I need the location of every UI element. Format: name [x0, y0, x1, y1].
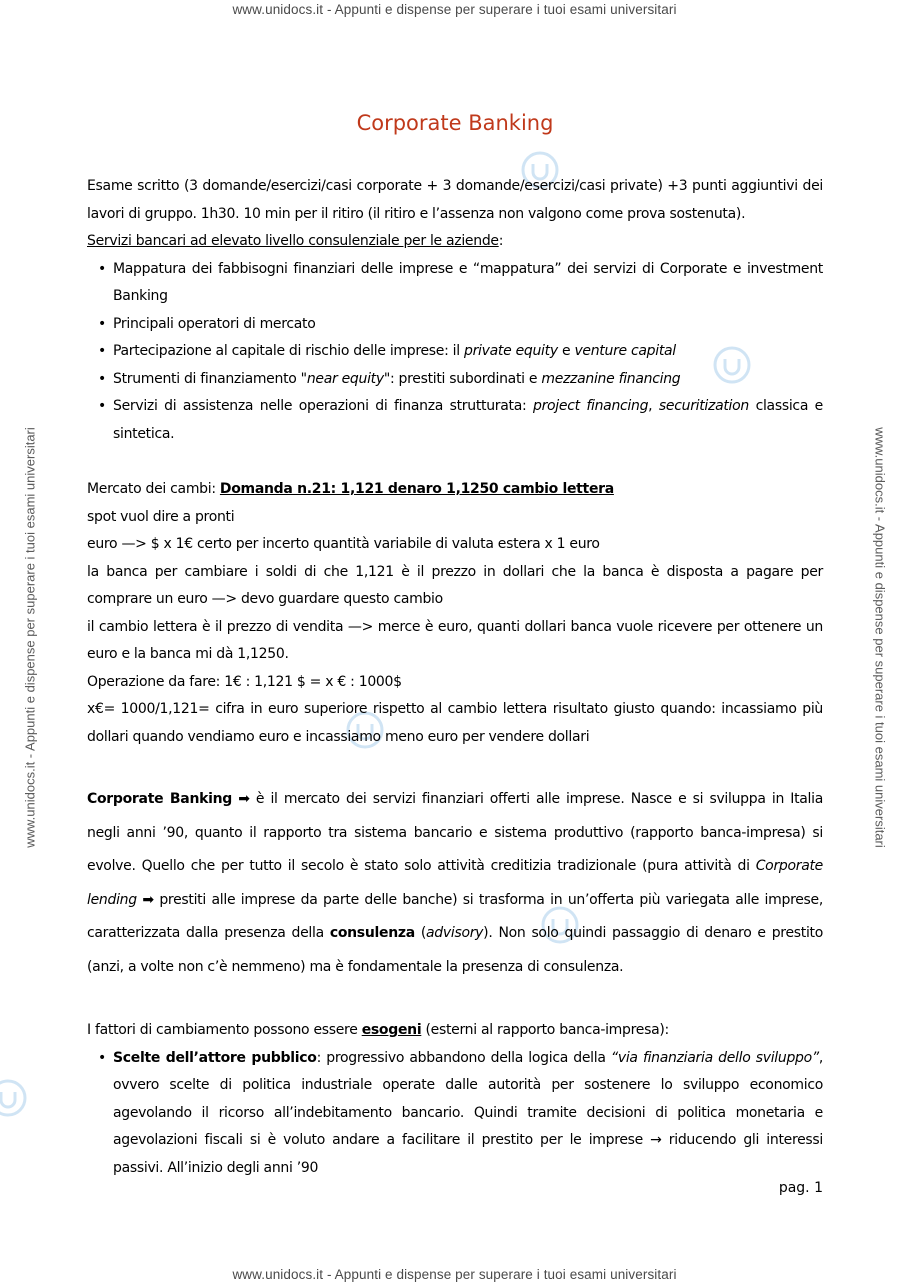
list-item: • Mappatura dei fabbisogni finanziari delle imprese e “mappatura” dei servizi di Corporate e investment Banking [87, 256, 823, 311]
list-item: • Principali operatori di mercato [87, 311, 823, 339]
fx-line: il cambio lettera è il prezzo di vendita —> merce è euro, quanti dollari banca vuole ricevere per ottenere un euro e la banca mi dà 1,1250. [87, 618, 823, 662]
fx-market-line: Mercato dei cambi: Domanda n.21: 1,121 denaro 1,1250 cambio lettera [87, 481, 614, 497]
document-body [87, 108, 823, 1182]
watermark-banner-top: www.unidocs.it - Appunti e dispense per superare i tuoi esami universitari [232, 2, 677, 17]
fx-line: la banca per cambiare i soldi di che 1,121 è il prezzo in dollari che la banca è disposta a pagare per comprare un euro —> devo guardare questo cambio [87, 563, 823, 607]
fx-line: euro —> $ x 1€ certo per incerto quantità variabile di valuta estera x 1 euro [87, 536, 600, 552]
watermark-banner-bottom: www.unidocs.it - Appunti e dispense per superare i tuoi esami universitari [232, 1267, 677, 1282]
exam-intro: Esame scritto (3 domande/esercizi/casi corporate + 3 domande/esercizi/casi private) +3 punti aggiuntivi dei lavori di gruppo. 1h30. 10 min per il ritiro (il ritiro e l’assenza non valgono come prova sostenuta). [87, 178, 823, 222]
watermark-side-left: www.unidocs.it - Appunti e dispense per superare i tuoi esami universitari [22, 427, 38, 848]
list-item: • Partecipazione al capitale di rischio delle imprese: il private equity e venture capital [87, 338, 823, 366]
watermark-side-right: www.unidocs.it - Appunti e dispense per superare i tuoi esami universitari [872, 427, 888, 848]
list-item: • Scelte dell’attore pubblico: progressivo abbandono della logica della “via finanziaria dello sviluppo”, ovvero scelte di politica industriale operate dalle autorità per sostenere lo sviluppo economico agevolando il ricorso all’indebitamento bancario. Quindi tramite decisioni di politica monetaria e agevolazioni fiscali si è voluto andare a facilitare il prestito per le imprese → riducendo gli interessi passivi. All’inizio degli anni ’90 [87, 1045, 823, 1183]
list-item: • Servizi di assistenza nelle operazioni di finanza strutturata: project financing, securitization classica e sintetica. [87, 393, 823, 448]
unidocs-logo-icon [0, 1078, 28, 1118]
services-list [87, 256, 823, 449]
page-number: pag. 1 [778, 1180, 823, 1196]
page-title: Corporate Banking [356, 111, 554, 135]
corporate-banking-paragraph: Corporate Banking ➡ è il mercato dei servizi finanziari offerti alle imprese. Nasce e si sviluppa in Italia negli anni ’90, quanto il rapporto tra sistema bancario e sistema produttivo (rapporto banca-impresa) si evolve. Quello che per tutto il secolo è stato solo attività creditizia tradizionale (pura attività di Corporate lending ➡ prestiti alle imprese da parte delle banche) si trasforma in un’offerta più variegata alle imprese, caratterizzata dalla presenza della consulenza (advisory). Non solo quindi passaggio di denaro e prestito (anzi, a volte non c’è nemmeno) ma è fondamentale la presenza di consulenza. [87, 791, 824, 975]
services-heading-line: Servizi bancari ad elevato livello consulenziale per le aziende: [87, 233, 504, 249]
services-heading: Servizi bancari ad elevato livello consulenziale per le aziende [87, 233, 499, 249]
fx-line: spot vuol dire a pronti [87, 508, 235, 525]
factors-list [87, 1045, 823, 1183]
list-item: • Strumenti di finanziamento "near equity": prestiti subordinati e mezzanine financing [87, 366, 823, 394]
fx-question: Domanda n.21: 1,121 denaro 1,1250 cambio lettera [219, 481, 614, 497]
factors-intro: I fattori di cambiamento possono essere esogeni (esterni al rapporto banca-impresa): [87, 1022, 669, 1038]
fx-line: x€= 1000/1,121= cifra in euro superiore rispetto al cambio lettera risultato giusto quando: incassiamo più dollari quando vendiamo euro e incassiamo meno euro per vendere dollari [87, 701, 823, 745]
fx-line: Operazione da fare: 1€ : 1,121 $ = x € : 1000$ [87, 673, 402, 690]
